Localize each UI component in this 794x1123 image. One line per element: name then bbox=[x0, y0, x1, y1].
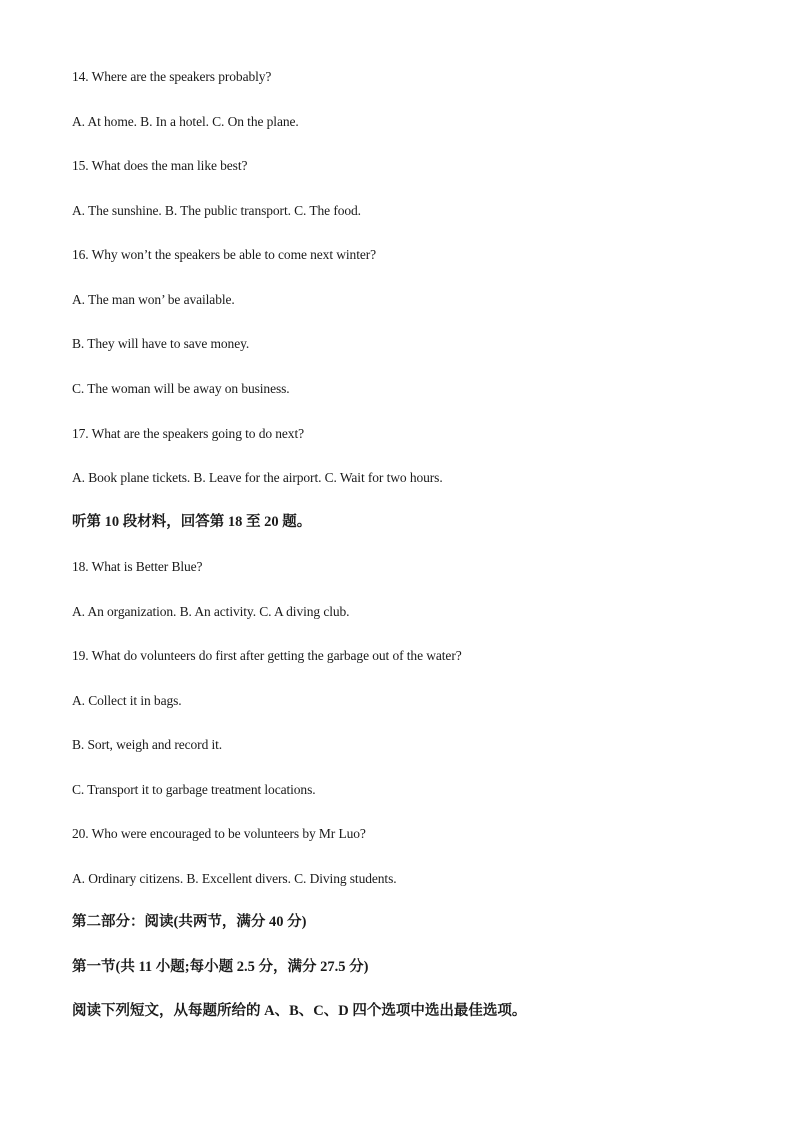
part-2-heading: 第二部分：阅读(共两节，满分 40 分) bbox=[72, 914, 307, 930]
section-10-heading: 听第 10 段材料，回答第 18 至 20 题。 bbox=[72, 514, 312, 530]
question-15-options: A. The sunshine. B. The public transport. C. The food. bbox=[72, 203, 361, 218]
question-19-option-a: A. Collect it in bags. bbox=[72, 693, 182, 708]
question-15: 15. What does the man like best? bbox=[72, 158, 248, 173]
question-14-options: A. At home. B. In a hotel. C. On the plane. bbox=[72, 114, 299, 129]
question-20: 20. Who were encouraged to be volunteers by Mr Luo? bbox=[72, 826, 366, 841]
question-16: 16. Why won’t the speakers be able to come next winter? bbox=[72, 247, 377, 262]
question-19-option-b: B. Sort, weigh and record it. bbox=[72, 737, 223, 752]
question-19-option-c: C. Transport it to garbage treatment locations. bbox=[72, 782, 316, 797]
question-19: 19. What do volunteers do first after getting the garbage out of the water? bbox=[72, 648, 462, 663]
instructions-heading: 阅读下列短文，从每题所给的 A、B、C、D 四个选项中选出最佳选项。 bbox=[72, 1003, 527, 1019]
question-14: 14. Where are the speakers probably? bbox=[72, 69, 272, 84]
question-17-options: A. Book plane tickets. B. Leave for the airport. C. Wait for two hours. bbox=[72, 470, 443, 485]
question-20-options: A. Ordinary citizens. B. Excellent divers. C. Diving students. bbox=[72, 871, 397, 886]
question-16-option-b: B. They will have to save money. bbox=[72, 336, 250, 351]
question-18-options: A. An organization. B. An activity. C. A diving club. bbox=[72, 604, 350, 619]
question-16-option-a: A. The man won’ be available. bbox=[72, 292, 235, 307]
question-16-option-c: C. The woman will be away on business. bbox=[72, 381, 290, 396]
section-1-heading: 第一节(共 11 小题;每小题 2.5 分，满分 27.5 分) bbox=[72, 959, 369, 975]
question-18: 18. What is Better Blue? bbox=[72, 559, 203, 574]
question-17: 17. What are the speakers going to do next? bbox=[72, 426, 305, 441]
